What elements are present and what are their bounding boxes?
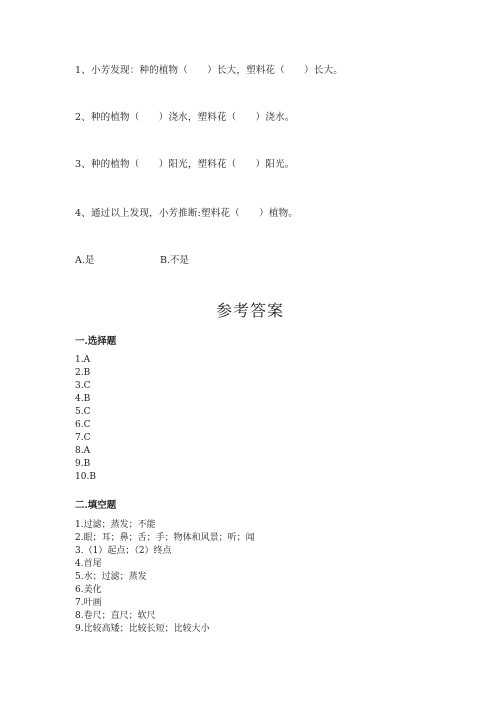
section-choice-title: 一.选择题 (75, 336, 117, 347)
list-item: 6.C (75, 420, 91, 430)
list-item: 8.卷尺；直尺；软尺 (75, 611, 156, 621)
list-item: 5.水；过滤；蒸发 (75, 572, 147, 582)
choice-answers-list (75, 354, 96, 484)
list-item: 8.A (75, 446, 91, 456)
section-fill-title: 二.填空题 (75, 500, 117, 511)
list-item: 1.A (75, 355, 91, 365)
fill-answers-list (75, 519, 255, 636)
list-item: 7.叶画 (75, 598, 102, 608)
list-item: 6.美化 (75, 585, 102, 595)
list-item: 2.B (75, 368, 91, 378)
answer-key-heading: 参考答案 (215, 301, 284, 320)
list-item: 2.眼；耳；鼻；舌；手；物体和风景；听；闻 (75, 533, 255, 543)
question-2: 2、种的植物（ ）浇水，塑料花（ ）浇水。 (75, 112, 295, 123)
question-4: 4、通过以上发现，小芳推断:塑料花（ ）植物。 (75, 208, 298, 219)
list-item: 4.首尾 (75, 559, 102, 569)
list-item: 10.B (75, 472, 96, 482)
list-item: 9.B (75, 459, 91, 469)
question-3: 3、种的植物（ ）阳光，塑料花（ ）阳光。 (75, 159, 295, 170)
list-item: 9.比较高矮；比较长短；比较大小 (75, 624, 210, 634)
list-item: 3.C (75, 381, 91, 391)
option-b: B.不是 (160, 255, 190, 266)
list-item: 5.C (75, 407, 91, 417)
question-1: 1、小芳发现：种的植物（ ）长大，塑料花（ ）长大。 (75, 65, 343, 76)
list-item: 1.过滤；蒸发；不能 (75, 520, 156, 530)
list-item: 4.B (75, 394, 91, 404)
option-a: A.是 (75, 255, 95, 266)
list-item: 7.C (75, 433, 91, 443)
list-item: 3.（1）起点；（2）终点 (75, 546, 172, 556)
